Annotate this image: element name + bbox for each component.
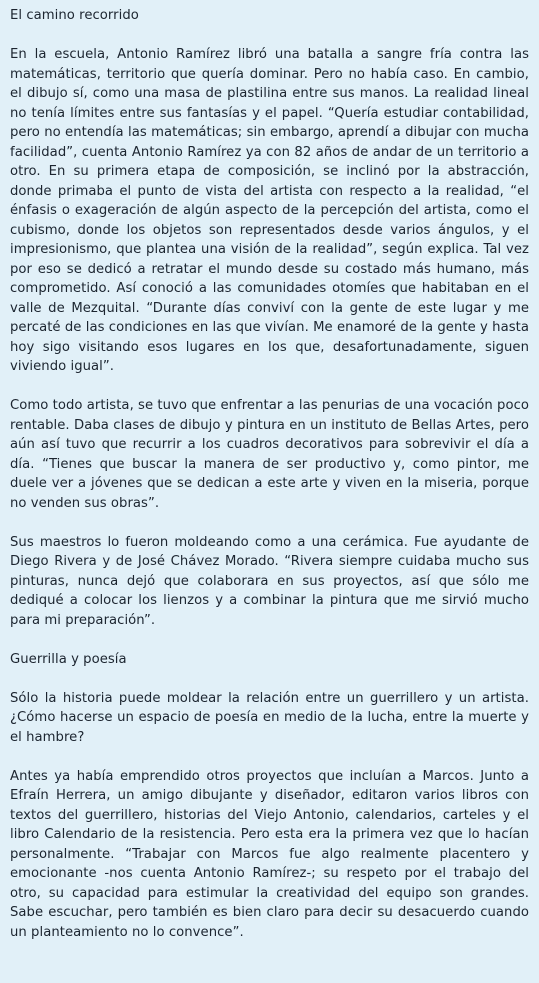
paragraph-escuela: En la escuela, Antonio Ramírez libró una batalla a sangre fría contra las matemáticas, territorio que quería dominar. Pero no había caso. En cambio, el dibujo sí, como una masa de plastilina entre sus manos. La realidad lineal no tenía límites entre sus fantasías y el papel. “Quería estudiar contabilidad, pero no entendía las matemáticas; sin embargo, aprendí a dibujar con mucha facilidad”, cuenta Antonio Ramírez ya con 82 años de andar de un territorio a otro. En su primera etapa de composición, se inclinó por la abstracción, donde primaba el punto de vista del artista con respecto a la realidad, “el énfasis o exageración de algún aspecto de la percepción del artista, como el cubismo, donde los objetos son representados desde varios ángulos, y el impresionismo, que plantea una visión de la realidad”, según explica. Tal vez por eso se dedicó a retratar el mundo desde su costado más humano, más comprometido. Así conoció a las comunidades otomíes que habitaban en el valle de Mezquital. “Durante días conviví con la gente de este lugar y me percaté de las condiciones en las que vivían. Me enamoré de la gente y hasta hoy sigo visitando esos lugares en los que, desafortunadamente, siguen viviendo igual”.: [10, 47, 529, 374]
section-heading-el-camino-recorrido: El camino recorrido: [10, 8, 139, 23]
paragraph-artista: Como todo artista, se tuvo que enfrentar a las penurias de una vocación poco rentable. Daba clases de dibujo y pintura en un instituto de Bellas Artes, pero aún así tuvo que recurrir a los cuadros decorativos para sobrevivir el día a día. “Tienes que buscar la manera de ser productivo y, como pintor, me duele ver a jóvenes que se dedican a este arte y viven en la miseria, porque no venden sus obras”.: [10, 398, 529, 511]
paragraph-marcos: Antes ya había emprendido otros proyectos que incluían a Marcos. Junto a Efraín Herrera, un amigo dibujante y diseñador, editaron varios libros con textos del guerrillero, historias del Viejo Antonio, calendarios, carteles y el libro Calendario de la resistencia. Pero esta era la primera vez que lo hacían personalmente. “Trabajar con Marcos fue algo realmente placentero y emocionante -nos cuenta Antonio Ramírez-; su respeto por el trabajo del otro, su capacidad para estimular la creatividad del equipo son grandes. Sabe escuchar, pero también es bien claro para decir su desacuerdo cuando un planteamiento no lo convence”.: [10, 768, 529, 940]
section-heading-guerrilla-y-poesia: Guerrilla y poesía: [10, 651, 127, 667]
paragraph-maestros: Sus maestros lo fueron moldeando como a una cerámica. Fue ayudante de Diego Rivera y de José Chávez Morado. “Rivera siempre cuidaba mucho sus pinturas, nunca dejó que colaborara en sus proyectos, así que sólo me dediqué a colocar los lienzos y a combinar la pintura que me sirvió mucho para mi preparación”.: [10, 534, 529, 628]
paragraph-historia: Sólo la historia puede moldear la relación entre un guerrillero y un artista. ¿Cómo hacerse un espacio de poesía en medio de la lucha, entre la muerte y el hambre?: [10, 690, 529, 745]
